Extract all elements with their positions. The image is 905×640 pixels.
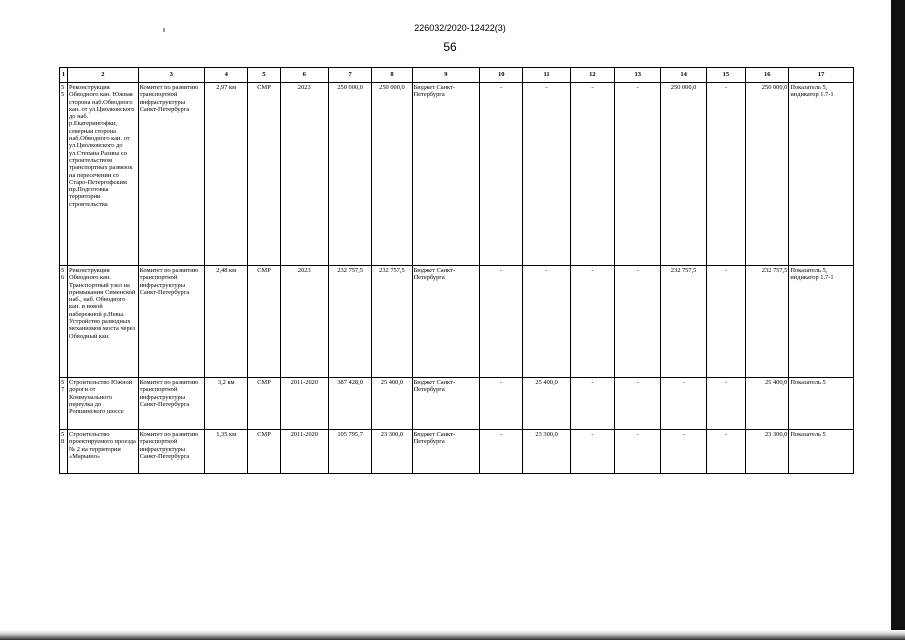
limit: 232 757,5: [372, 266, 412, 378]
funding-source: Бюджет Санкт-Петербурга: [412, 83, 480, 266]
cell-col10: -: [480, 83, 523, 266]
total-cost: 232 757,5: [328, 266, 371, 378]
scan-edge-right: [891, 0, 905, 640]
cell-col15: -: [706, 266, 745, 378]
cell-col14: 250 000,0: [661, 83, 706, 266]
period: 2023: [280, 266, 328, 378]
column-header: 6: [280, 68, 328, 83]
length: 1,35 км: [205, 430, 248, 474]
column-header: 17: [789, 68, 854, 83]
page-number: 56: [443, 40, 457, 54]
object-name: Реконструкция Обводного кан. Транспортный узел на примыкании Сименской наб., наб. Обводного кан. и новой набережной р.Невы. Устройство разводных механизмов моста через Обводный кан.: [68, 266, 139, 378]
customer: Комитет по развитию транспортной инфраструктуры Санкт-Петербурга: [138, 378, 205, 430]
column-header: 3: [138, 68, 205, 83]
column-header: 16: [746, 68, 789, 83]
total-cost: 105 795,7: [328, 430, 371, 474]
scan-speck: [163, 28, 165, 32]
column-header: 15: [706, 68, 745, 83]
table-header-row: [60, 68, 854, 83]
limit: 250 000,0: [372, 83, 412, 266]
object-name: Строительство проектируемого проезда № 2 на территории «Марьино»: [68, 430, 139, 474]
table-row: [60, 378, 854, 430]
work-type: СМР: [248, 430, 280, 474]
cell-col14: -: [661, 430, 706, 474]
work-type: СМР: [248, 266, 280, 378]
total-cost: 250 000,0: [328, 83, 371, 266]
document-number: 226032/2020-12422(3): [414, 23, 506, 33]
column-header: 12: [570, 68, 614, 83]
cell-col12: -: [570, 430, 614, 474]
row-number: 57: [60, 378, 68, 430]
cell-col13: -: [615, 266, 661, 378]
length: 2,48 км: [205, 266, 248, 378]
period: 2023: [280, 83, 328, 266]
cell-col12: -: [570, 266, 614, 378]
object-name: Реконструкция Обводного кан. Южная сторона наб.Обводного кан. от ул.Циолковского до наб. р.Екатерингофки, северная сторона наб.Обводного кан. от ул.Циолковского до ул.Степана Разина со строительством транспортных развязок на пересечении со Старо-Петергофским пр.Подготовка территории строительства: [68, 83, 139, 266]
column-header: 10: [480, 68, 523, 83]
indicator: Показатель 5, индикатор 1.7-1: [789, 83, 854, 266]
cell-col11: 23 300,0: [523, 430, 570, 474]
customer: Комитет по развитию транспортной инфраструктуры Санкт-Петербурга: [138, 266, 205, 378]
length: 2,97 км: [205, 83, 248, 266]
cell-col12: -: [570, 378, 614, 430]
total-cost: 387 428,0: [328, 378, 371, 430]
row-total: 250 000,0: [746, 83, 789, 266]
object-name: Строительство Южной дороги от Коммунального переулка до Ропшинского шоссе: [68, 378, 139, 430]
column-header: 11: [523, 68, 570, 83]
limit: 23 300,0: [372, 430, 412, 474]
period: 2011-2020: [280, 378, 328, 430]
row-number: 56: [60, 266, 68, 378]
column-header: 5: [248, 68, 280, 83]
table-row: [60, 430, 854, 474]
work-type: СМР: [248, 378, 280, 430]
investment-table: [59, 67, 854, 474]
cell-col11: 25 400,0: [523, 378, 570, 430]
row-number: 58: [60, 430, 68, 474]
indicator: Показатель 5: [789, 378, 854, 430]
cell-col14: -: [661, 378, 706, 430]
column-header: 1: [60, 68, 68, 83]
row-total: 25 400,0: [746, 378, 789, 430]
cell-col14: 232 757,5: [661, 266, 706, 378]
column-header: 2: [68, 68, 139, 83]
customer: Комитет по развитию транспортной инфраструктуры Санкт-Петербурга: [138, 430, 205, 474]
cell-col13: -: [615, 83, 661, 266]
indicator: Показатель 5, индикатор 1.7-1: [789, 266, 854, 378]
cell-col13: -: [615, 378, 661, 430]
row-total: 232 757,5: [746, 266, 789, 378]
period: 2011-2020: [280, 430, 328, 474]
length: 3,2 км: [205, 378, 248, 430]
indicator: Показатель 5: [789, 430, 854, 474]
cell-col13: -: [615, 430, 661, 474]
cell-col11: -: [523, 266, 570, 378]
cell-col10: -: [480, 430, 523, 474]
limit: 25 400,0: [372, 378, 412, 430]
column-header: 4: [205, 68, 248, 83]
row-total: 23 300,0: [746, 430, 789, 474]
cell-col11: -: [523, 83, 570, 266]
funding-source: Бюджет Санкт-Петербурга: [412, 266, 480, 378]
funding-source: Бюджет Санкт-Петербурга: [412, 378, 480, 430]
cell-col15: -: [706, 430, 745, 474]
column-header: 7: [328, 68, 371, 83]
funding-source: Бюджет Санкт-Петербурга: [412, 430, 480, 474]
column-header: 13: [615, 68, 661, 83]
cell-col10: -: [480, 266, 523, 378]
customer: Комитет по развитию транспортной инфраструктуры Санкт-Петербурга: [138, 83, 205, 266]
work-type: СМР: [248, 83, 280, 266]
table-row: [60, 83, 854, 266]
column-header: 14: [661, 68, 706, 83]
row-number: 55: [60, 83, 68, 266]
cell-col10: -: [480, 378, 523, 430]
table-row: [60, 266, 854, 378]
cell-col15: -: [706, 83, 745, 266]
column-header: 8: [372, 68, 412, 83]
scan-edge-bottom: [0, 630, 905, 640]
cell-col15: -: [706, 378, 745, 430]
cell-col12: -: [570, 83, 614, 266]
column-header: 9: [412, 68, 480, 83]
